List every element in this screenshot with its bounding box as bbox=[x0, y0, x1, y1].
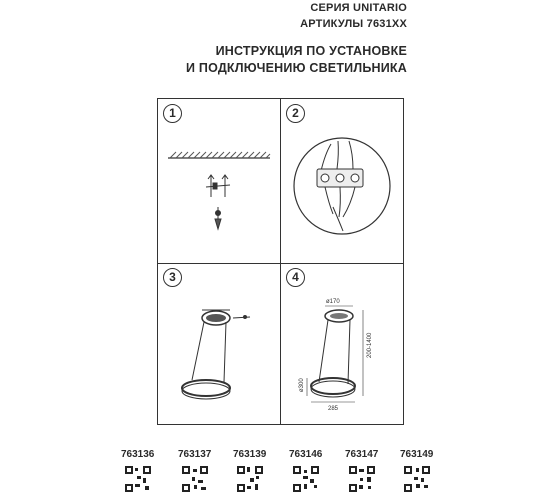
article-code: 763149 bbox=[400, 449, 434, 460]
ring-diameter-label: ø300 bbox=[299, 378, 305, 392]
step-number-1: 1 bbox=[163, 104, 182, 123]
article-code: 763137 bbox=[178, 449, 212, 460]
qr-code-icon bbox=[237, 466, 263, 492]
article-code: 763139 bbox=[233, 449, 267, 460]
step-number-2: 2 bbox=[286, 104, 305, 123]
qr-code-icon bbox=[125, 466, 151, 492]
wiring-illustration bbox=[281, 99, 403, 263]
article-code: 763146 bbox=[289, 449, 323, 460]
instruction-grid bbox=[157, 98, 404, 425]
series-label: СЕРИЯ UNITARIO bbox=[310, 2, 407, 14]
assembly-illustration bbox=[158, 264, 280, 424]
height-range-label: 200-1400 bbox=[367, 332, 373, 358]
qr-code-icon bbox=[293, 466, 319, 492]
qr-code-icon bbox=[349, 466, 375, 492]
qr-code-icon bbox=[182, 466, 208, 492]
dimensions-illustration bbox=[281, 264, 403, 424]
article-code: 763136 bbox=[121, 449, 155, 460]
step-number-3: 3 bbox=[163, 268, 182, 287]
width-label: 285 bbox=[328, 406, 339, 412]
qr-code-icon bbox=[404, 466, 430, 492]
title-line-1: ИНСТРУКЦИЯ ПО УСТАНОВКЕ bbox=[215, 44, 407, 58]
article-code: 763147 bbox=[345, 449, 379, 460]
title-line-2: И ПОДКЛЮЧЕНИЮ СВЕТИЛЬНИКА bbox=[186, 61, 407, 75]
canopy-diameter-label: ø170 bbox=[326, 299, 340, 305]
articles-label: АРТИКУЛЫ 7631XX bbox=[300, 18, 407, 30]
step-number-4: 4 bbox=[286, 268, 305, 287]
ceiling-mount-illustration bbox=[158, 99, 280, 263]
